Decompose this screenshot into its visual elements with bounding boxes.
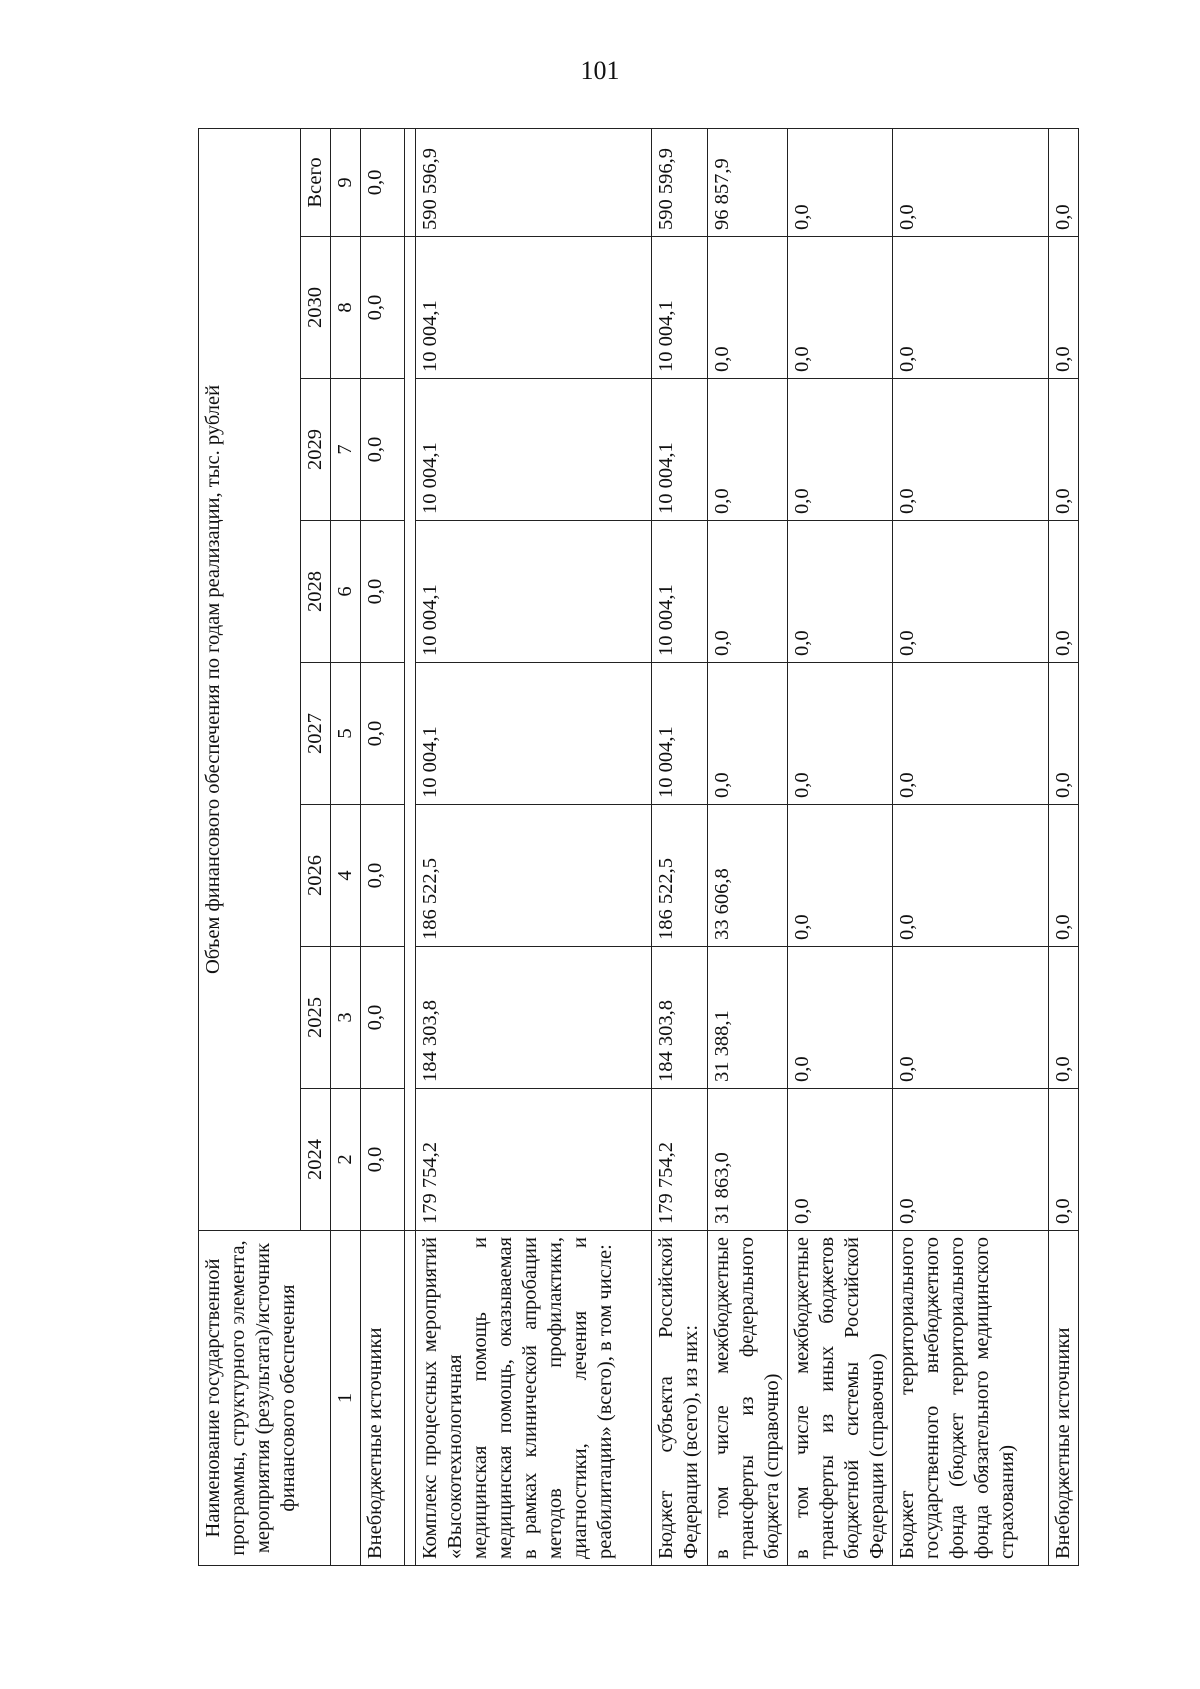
- row-value: 0,0: [893, 128, 1049, 236]
- header-name-col: Наименование государственной программы, структурного элемента, мероприятия (результата)/источник финансового обеспечения: [199, 1231, 331, 1566]
- row-value: 0,0: [361, 128, 405, 236]
- row-value: 0,0: [788, 521, 893, 663]
- row-value: 0,0: [708, 521, 788, 663]
- header-year: 2029: [301, 379, 331, 521]
- row-value: 0,0: [361, 521, 405, 663]
- row-value: 0,0: [893, 663, 1049, 805]
- column-number: 6: [331, 521, 361, 663]
- row-value: 0,0: [893, 1089, 1049, 1231]
- row-value: 0,0: [1049, 237, 1079, 379]
- header-year: 2030: [301, 237, 331, 379]
- header-year: 2025: [301, 947, 331, 1089]
- column-number-row: [331, 128, 361, 1565]
- row-value: 184 303,8: [416, 947, 652, 1089]
- row-value: 0,0: [893, 947, 1049, 1089]
- row-name: Бюджет территориального государственного внебюджетного фонда (бюджет территориального фонда обязательного медицинского страхования): [893, 1231, 1049, 1566]
- row-value: 0,0: [788, 663, 893, 805]
- row-value: 0,0: [788, 805, 893, 947]
- row-value: 0,0: [788, 237, 893, 379]
- row-value: 10 004,1: [416, 237, 652, 379]
- table-row: [1049, 128, 1079, 1565]
- page-number: 101: [580, 56, 620, 85]
- row-value: 0,0: [1049, 805, 1079, 947]
- row-value: 0,0: [788, 1089, 893, 1231]
- spacer-row: [405, 128, 416, 1565]
- row-value: 0,0: [361, 663, 405, 805]
- column-number: 4: [331, 805, 361, 947]
- row-value: 96 857,9: [708, 128, 788, 236]
- row-value: 0,0: [361, 237, 405, 379]
- row-value: 10 004,1: [652, 237, 708, 379]
- table-row: [652, 128, 708, 1565]
- row-value: 0,0: [1049, 521, 1079, 663]
- column-number: 7: [331, 379, 361, 521]
- financing-table: [198, 128, 1079, 1566]
- row-name: Комплекс процессных мероприятий «Высокотехнологичная медицинская помощь и медицинская помощь, оказываемая в рамках клинической апробации методов профилактики, диагностики, лечения и реабилитации» (всего), в том числе:: [416, 1231, 652, 1566]
- row-value: 0,0: [708, 237, 788, 379]
- row-value: 0,0: [361, 1089, 405, 1231]
- row-value: 10 004,1: [416, 379, 652, 521]
- header-row-title: [199, 128, 301, 1565]
- row-value: 10 004,1: [416, 663, 652, 805]
- header-volume-title: Объем финансового обеспечения по годам реализации, тыс. рублей: [199, 128, 301, 1230]
- header-year-total: Всего: [301, 128, 331, 236]
- header-year: 2026: [301, 805, 331, 947]
- row-value: 31 388,1: [708, 947, 788, 1089]
- rotated-table-wrapper: [198, 129, 1098, 1566]
- column-number: 5: [331, 663, 361, 805]
- row-value: 33 606,8: [708, 805, 788, 947]
- row-value: 10 004,1: [652, 379, 708, 521]
- table-row: [416, 128, 652, 1565]
- row-name: Бюджет субъекта Российской Федерации (всего), из них:: [652, 1231, 708, 1566]
- row-value: 31 863,0: [708, 1089, 788, 1231]
- column-number: 8: [331, 237, 361, 379]
- row-value: 10 004,1: [416, 521, 652, 663]
- header-year: 2024: [301, 1089, 331, 1231]
- row-value: 184 303,8: [652, 947, 708, 1089]
- row-value: 10 004,1: [652, 663, 708, 805]
- row-value: 179 754,2: [652, 1089, 708, 1231]
- row-value: 0,0: [361, 805, 405, 947]
- row-value: 0,0: [361, 947, 405, 1089]
- row-value: 0,0: [708, 663, 788, 805]
- row-name: в том числе межбюджетные трансферты из иных бюджетов бюджетной системы Российской Федерации (справочно): [788, 1231, 893, 1566]
- row-value: 0,0: [1049, 947, 1079, 1089]
- column-number: 2: [331, 1089, 361, 1231]
- row-name: в том числе межбюджетные трансферты из федерального бюджета (справочно): [708, 1231, 788, 1566]
- row-value: 0,0: [893, 379, 1049, 521]
- row-value: 0,0: [361, 379, 405, 521]
- column-number: 3: [331, 947, 361, 1089]
- row-value: 0,0: [1049, 379, 1079, 521]
- row-value: 0,0: [788, 128, 893, 236]
- row-value: 10 004,1: [652, 521, 708, 663]
- row-value: 0,0: [1049, 663, 1079, 805]
- row-value: 186 522,5: [652, 805, 708, 947]
- row-value: 0,0: [788, 379, 893, 521]
- row-value: 186 522,5: [416, 805, 652, 947]
- column-number: 1: [331, 1231, 361, 1566]
- row-value: 590 596,9: [416, 128, 652, 236]
- table-row: [361, 128, 405, 1565]
- row-value: 0,0: [1049, 1089, 1079, 1231]
- header-year: 2028: [301, 521, 331, 663]
- row-name: Внебюджетные источники: [361, 1231, 405, 1566]
- row-value: 0,0: [893, 521, 1049, 663]
- table-row: [893, 128, 1049, 1565]
- row-value: 0,0: [1049, 128, 1079, 236]
- row-name: Внебюджетные источники: [1049, 1231, 1079, 1566]
- row-value: 0,0: [893, 237, 1049, 379]
- row-value: 0,0: [893, 805, 1049, 947]
- table-row: [788, 128, 893, 1565]
- header-year: 2027: [301, 663, 331, 805]
- column-number: 9: [331, 128, 361, 236]
- row-value: 590 596,9: [652, 128, 708, 236]
- row-value: 179 754,2: [416, 1089, 652, 1231]
- table-row: [708, 128, 788, 1565]
- row-value: 0,0: [788, 947, 893, 1089]
- row-value: 0,0: [708, 379, 788, 521]
